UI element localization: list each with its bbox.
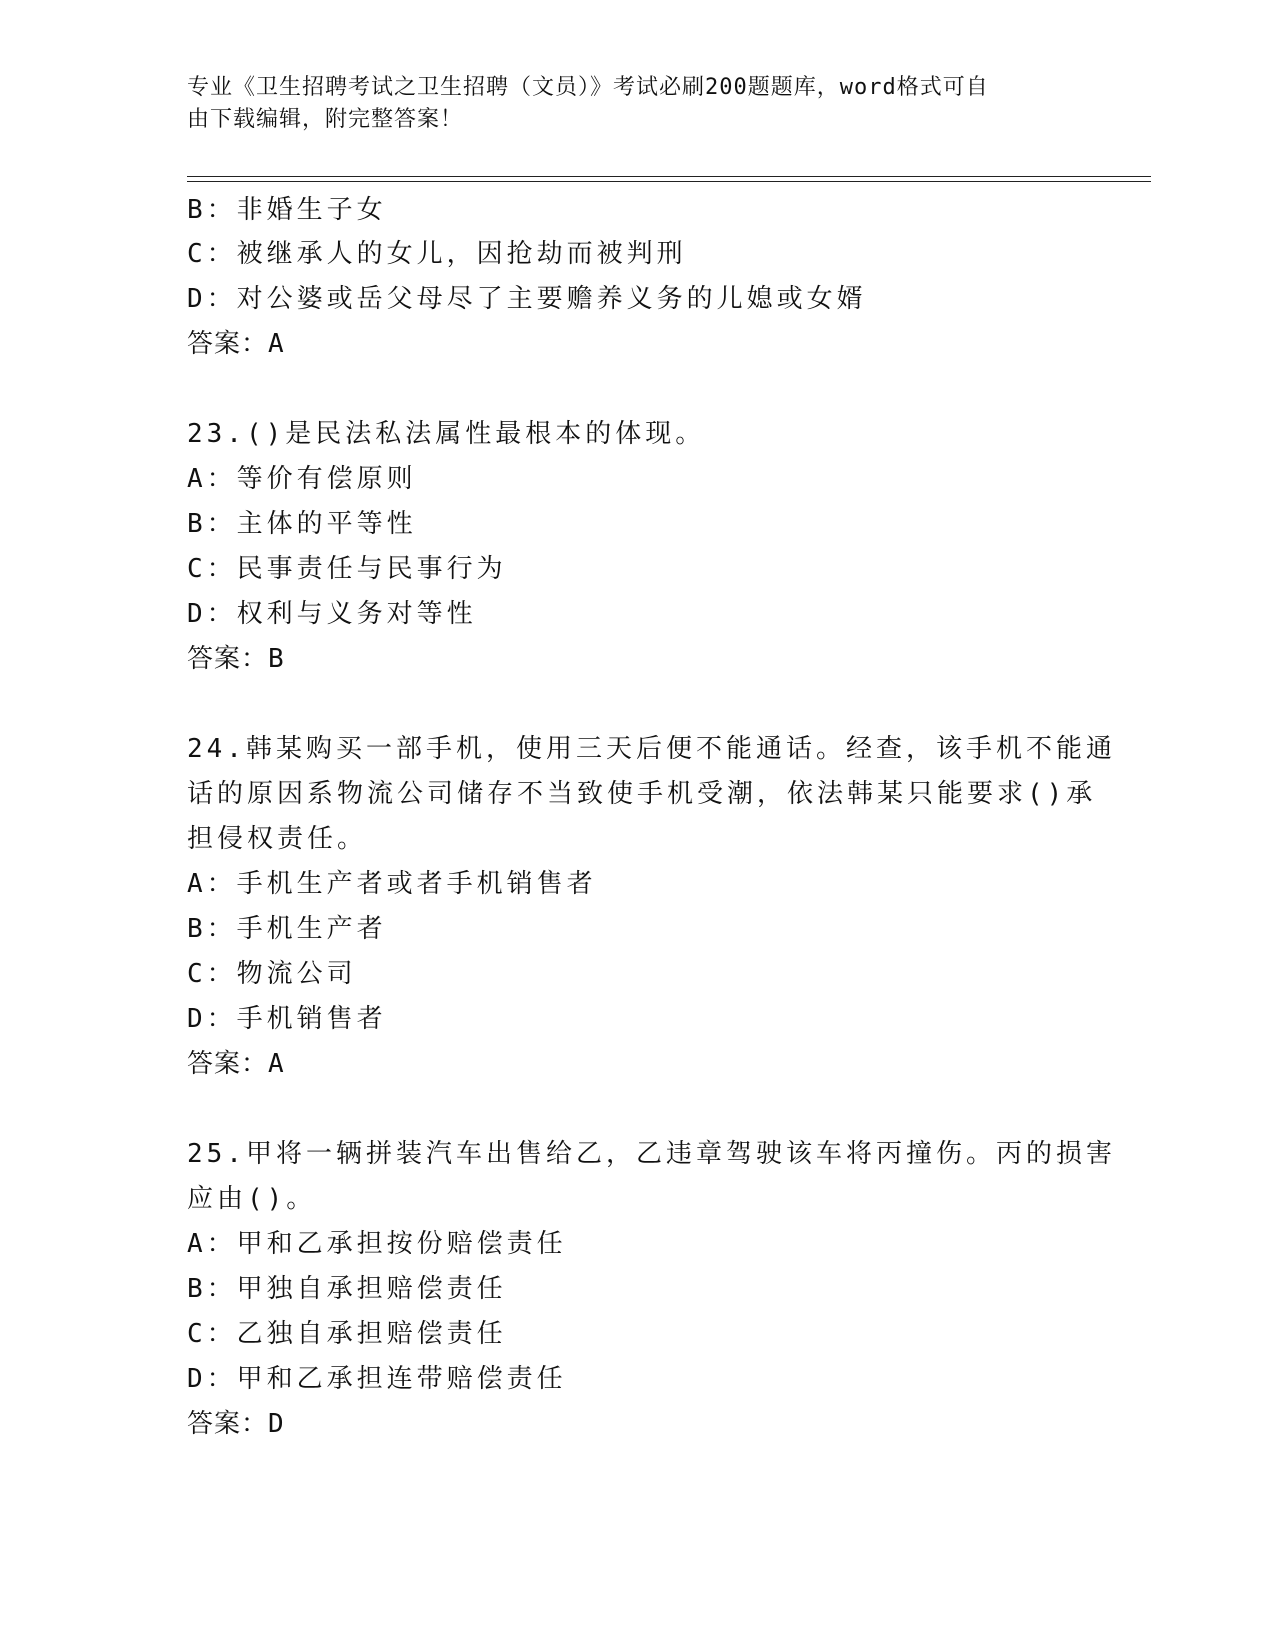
q25-option-c: C：乙独自承担赔偿责任 <box>187 1319 507 1349</box>
q24-option-d: D：手机销售者 <box>187 1004 387 1034</box>
header-line-1: 专业《卫生招聘考试之卫生招聘（文员）》考试必刷200题题库，word格式可自 <box>187 75 989 100</box>
document-header <box>187 72 1057 136</box>
q23-option-c: C：民事责任与民事行为 <box>187 554 507 584</box>
header-divider-bottom <box>187 181 1151 182</box>
q22-answer: 答案：A <box>187 329 285 359</box>
q25-stem-line-1: 25.甲将一辆拼装汽车出售给乙，乙违章驾驶该车将丙撞伤。丙的损害 <box>187 1139 1116 1169</box>
q22-option-b: B：非婚生子女 <box>187 195 387 225</box>
q23-option-b: B：主体的平等性 <box>187 509 417 539</box>
q24-answer: 答案：A <box>187 1049 285 1079</box>
q24-option-c: C：物流公司 <box>187 959 357 989</box>
header-divider-top <box>187 176 1151 177</box>
q24-stem-line-3: 担侵权责任。 <box>187 824 368 854</box>
q25-option-d: D：甲和乙承担连带赔偿责任 <box>187 1364 567 1394</box>
q24-stem-line-1: 24.韩某购买一部手机，使用三天后便不能通话。经查，该手机不能通 <box>187 734 1116 764</box>
q25-stem-line-2: 应由()。 <box>187 1184 317 1214</box>
q22-option-c: C：被继承人的女儿，因抢劫而被判刑 <box>187 239 687 269</box>
q23-option-a: A：等价有偿原则 <box>187 464 417 494</box>
q24-option-b: B：手机生产者 <box>187 914 387 944</box>
q23-answer: 答案：B <box>187 644 285 674</box>
q25-option-b: B：甲独自承担赔偿责任 <box>187 1274 507 1304</box>
q25-answer: 答案：D <box>187 1409 285 1439</box>
q24-option-a: A：手机生产者或者手机销售者 <box>187 869 597 899</box>
q24-stem-line-2: 话的原因系物流公司储存不当致使手机受潮，依法韩某只能要求()承 <box>187 779 1097 809</box>
q22-option-d: D：对公婆或岳父母尽了主要赡养义务的儿媳或女婿 <box>187 284 867 314</box>
header-line-2: 由下载编辑，附完整答案！ <box>187 107 464 132</box>
q23-stem: 23.()是民法私法属性最根本的体现。 <box>187 419 706 449</box>
q25-option-a: A：甲和乙承担按份赔偿责任 <box>187 1229 567 1259</box>
q23-option-d: D：权利与义务对等性 <box>187 599 477 629</box>
